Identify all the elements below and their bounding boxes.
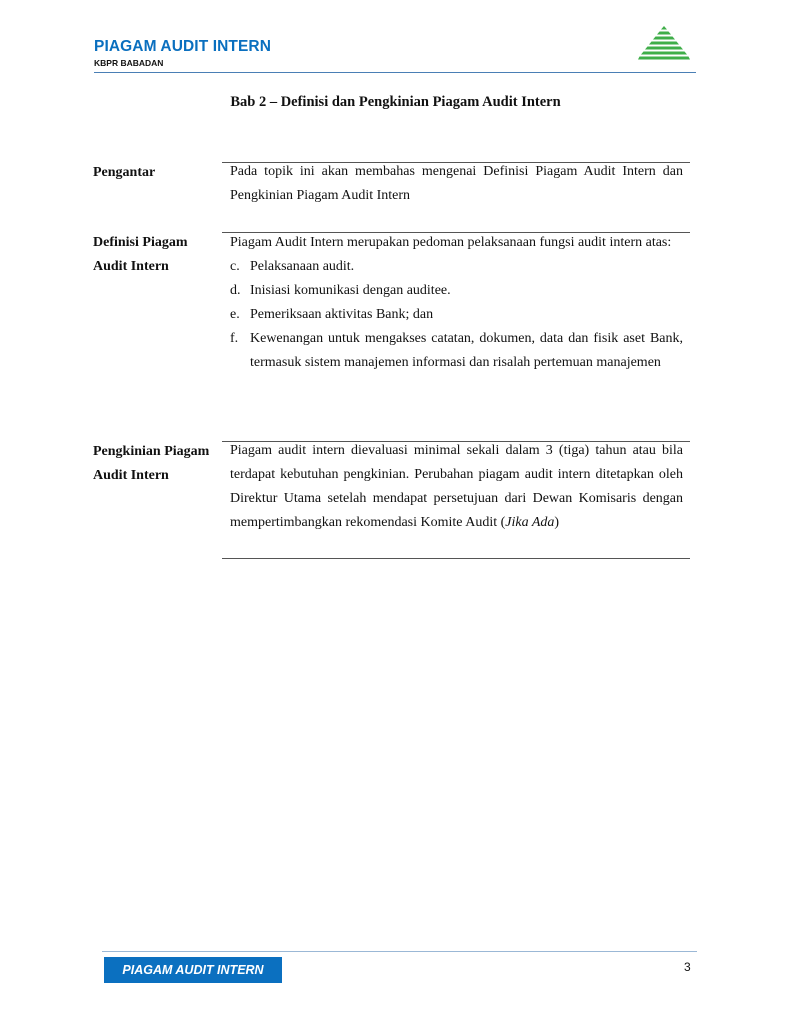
footer-divider: [102, 951, 697, 952]
section-label-pengkinian: Pengkinian Piagam Audit Intern: [93, 444, 210, 483]
list-item-text: Kewenangan untuk mengakses catatan, dokumen, data dan fisik aset Bank, termasuk sistem manajemen informasi dan risalah pertemuan manajemen: [250, 331, 683, 370]
page-number: 3: [684, 960, 691, 974]
list-marker: d.: [230, 283, 241, 298]
definition-list: [230, 255, 683, 375]
chapter-title: Bab 2 – Definisi dan Pengkinian Piagam Audit Intern: [230, 94, 561, 110]
section-intro: Piagam Audit Intern merupakan pedoman pelaksanaan fungsi audit intern atas:: [230, 235, 672, 250]
list-item: [230, 327, 683, 375]
list-item: [230, 255, 683, 279]
section-label-definisi: Definisi Piagam Audit Intern: [93, 235, 188, 274]
list-item-text: Inisiasi komunikasi dengan auditee.: [250, 283, 451, 298]
section-content-pengantar: [230, 160, 683, 208]
section-content-pengkinian: [230, 439, 683, 535]
header-title: PIAGAM AUDIT INTERN: [94, 38, 271, 55]
section-text: Pada topik ini akan membahas mengenai Definisi Piagam Audit Intern dan Pengkinian Piagam Audit Intern: [230, 164, 683, 203]
list-marker: e.: [230, 307, 240, 322]
footer-label: PIAGAM AUDIT INTERN: [104, 957, 282, 983]
green-triangle-stripes-logo: [638, 26, 690, 64]
list-item-text: Pemeriksaan aktivitas Bank; dan: [250, 307, 434, 322]
section-text-italic: Jika Ada: [505, 515, 555, 530]
section-content-definisi: [230, 231, 683, 375]
list-item: [230, 303, 683, 327]
section-text-end: ): [554, 515, 560, 530]
table-bottom-divider: [222, 558, 690, 559]
section-label-pengantar: Pengantar: [93, 165, 156, 180]
section-text-main: Piagam audit intern dievaluasi minimal sekali dalam 3 (tiga) tahun atau bila terdapat kebutuhan pengkinian. Perubahan piagam audit intern ditetapkan oleh Direktur Utama setelah mendapat persetujuan dari Dewan Komisaris dengan mempertimbangkan rekomendasi Komite Audit (: [230, 443, 683, 530]
list-item-text: Pelaksanaan audit.: [250, 259, 355, 274]
header-subtitle: KBPR BABADAN: [94, 58, 164, 68]
section-text: [230, 439, 683, 535]
list-item: [230, 279, 683, 303]
header-divider: [94, 72, 696, 73]
list-marker: f.: [230, 331, 239, 346]
list-marker: c.: [230, 259, 240, 274]
